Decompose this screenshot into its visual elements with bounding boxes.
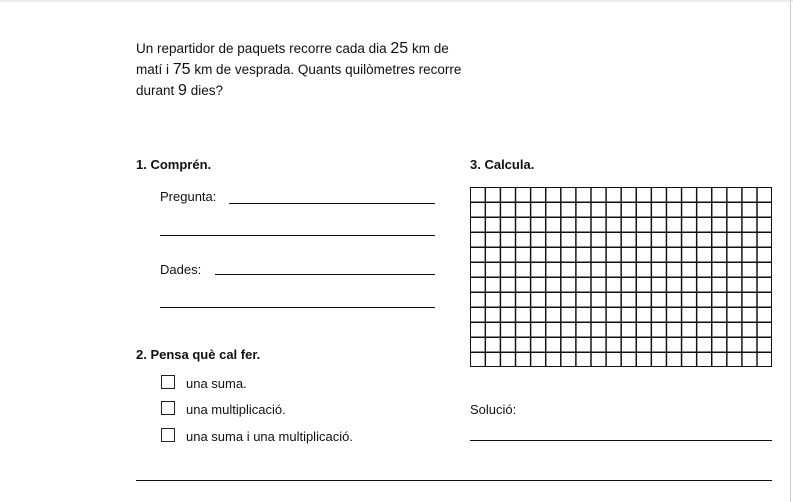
option-label: una suma i una multiplicació. xyxy=(186,429,353,444)
problem-text: km de vesprada. Quants quilòmetres recorre durant xyxy=(136,62,462,98)
dades-answer-line[interactable] xyxy=(215,274,435,275)
problem-number: 25 xyxy=(390,40,409,57)
option-label: una suma. xyxy=(186,376,247,391)
page-edge xyxy=(790,0,791,502)
dades-answer-line-2[interactable] xyxy=(160,307,435,308)
pregunta-answer-line[interactable] xyxy=(229,203,435,204)
option-checkbox[interactable] xyxy=(161,375,175,389)
problem-statement xyxy=(136,38,476,101)
solucio-answer-line[interactable] xyxy=(470,440,772,441)
section-1-title: 1. Comprén. xyxy=(136,157,212,172)
pregunta-answer-line-2[interactable] xyxy=(160,235,435,236)
pregunta-label: Pregunta: xyxy=(160,189,217,204)
option-checkbox[interactable] xyxy=(161,428,175,442)
problem-text: km de matí i xyxy=(136,41,449,77)
problem-text: dies? xyxy=(186,83,223,98)
solucio-label: Solució: xyxy=(470,402,517,417)
calculation-grid[interactable] xyxy=(470,187,772,367)
section-2-title: 2. Pensa què cal fer. xyxy=(136,347,261,362)
page-top-shadow xyxy=(0,0,793,3)
problem-text: Un repartidor de paquets recorre cada dia xyxy=(136,41,391,56)
dades-label: Dades: xyxy=(160,262,202,277)
bottom-answer-line[interactable] xyxy=(136,480,772,481)
section-3-title: 3. Calcula. xyxy=(470,157,535,172)
problem-number: 75 xyxy=(172,61,191,78)
option-label: una multiplicació. xyxy=(186,402,286,417)
problem-number: 9 xyxy=(178,82,187,99)
option-checkbox[interactable] xyxy=(161,401,175,415)
